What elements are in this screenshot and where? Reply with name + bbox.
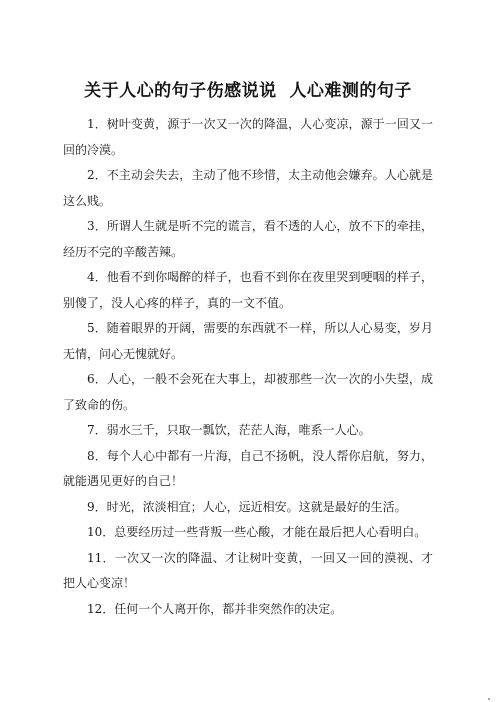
list-item: 5．随着眼界的开阔，需要的东西就不一样，所以人心易变，岁月无情，问心无愧就好。 — [63, 321, 433, 361]
corner-dot — [488, 698, 490, 700]
list-item: 6．人心，一般不会死在大事上，却被那些一次一次的小失望，成了致命的伤。 — [63, 372, 433, 412]
list-item: 11．一次又一次的降温、才让树叶变黄，一回又一回的漠视、才把人心变凉！ — [63, 550, 433, 590]
list-item: 3．所谓人生就是听不完的谎言，看不透的人心，放不下的牵挂，经历不完的辛酸苦辣。 — [63, 219, 433, 259]
list-item: 12．任何一个人离开你，都并非突然作的决定。 — [87, 601, 343, 616]
list-item: 7．弱水三千，只取一瓢饮，茫茫人海，唯系一人心。 — [87, 423, 371, 437]
list-item: 4．他看不到你喝醉的样子，也看不到你在夜里哭到哽咽的样子，别傻了，没人心疼的样子，真的一文不值。 — [63, 270, 433, 310]
list-item: 2．不主动会失去，主动了他不珍惜，太主动他会嫌弃。人心就是这么贱。 — [63, 168, 433, 208]
list-item: 8．每个人心中都有一片海，自己不扬帆，没人帮你启航，努力，就能遇见更好的自己！ — [63, 448, 433, 488]
document-title: 关于人心的句子伤感说说 人心难测的句子 — [84, 81, 412, 101]
list-item: 1．树叶变黄，源于一次又一次的降温，人心变凉，源于一回又一回的冷漠。 — [63, 117, 433, 157]
list-item: 10．总要经历过一些背叛一些心酸，才能在最后把人心看明白。 — [87, 525, 427, 539]
sentence-list — [63, 112, 433, 622]
list-item: 9．时光，浓淡相宜；人心，远近相安。这就是最好的生活。 — [87, 499, 407, 514]
